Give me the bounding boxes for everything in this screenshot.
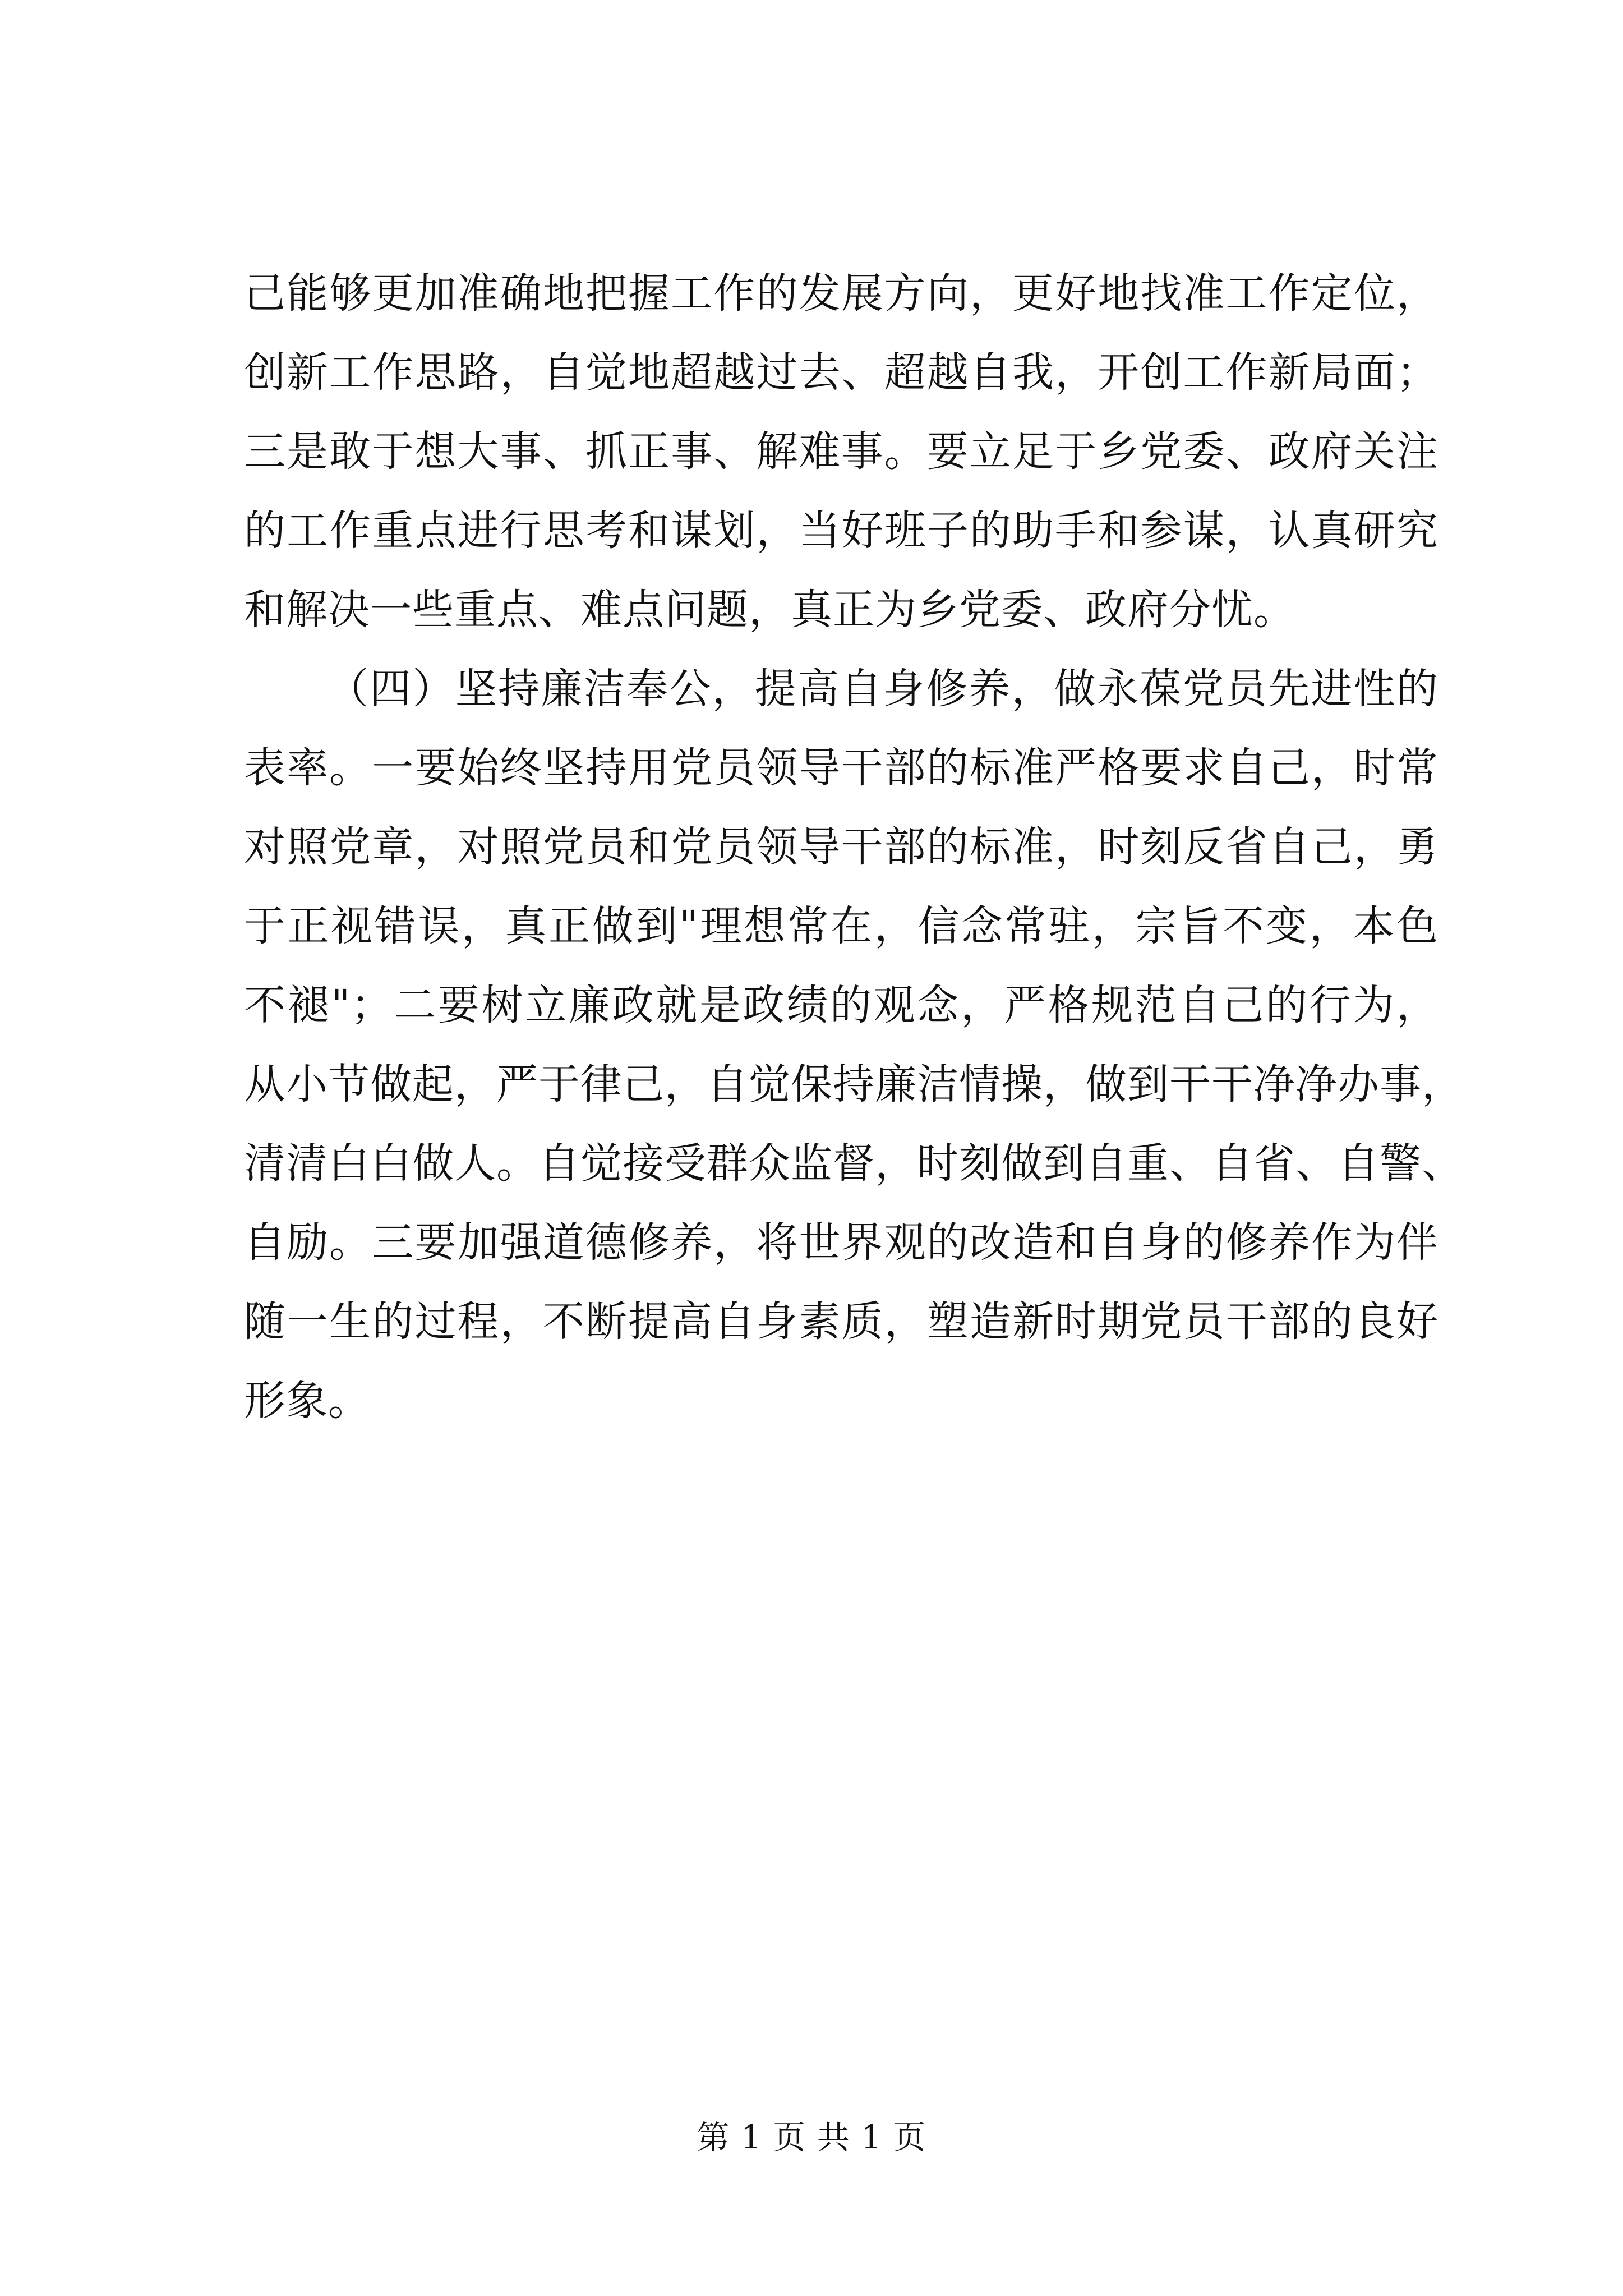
paragraph-1-line-1: 己能够更加准确地把握工作的发展方向，更好地找准工作定位， <box>244 269 1438 318</box>
paragraph-1-line-4: 的工作重点进行思考和谋划，当好班子的助手和参谋，认真研究 <box>244 507 1438 555</box>
paragraph-2-line-4: 于正视错误，真正做到"理想常在，信念常驻，宗旨不变，本色 <box>244 902 1438 950</box>
paragraph-2-line-5: 不褪"；二要树立廉政就是政绩的观念，严格规范自己的行为， <box>244 981 1438 1029</box>
paragraph-2-line-2: 表率。一要始终坚持用党员领导干部的标准严格要求自己，时常 <box>244 744 1438 792</box>
paragraph-2-line-10: 形象。 <box>244 1377 370 1425</box>
paragraph-2-line-8: 自励。三要加强道德修养，将世界观的改造和自身的修养作为伴 <box>244 1218 1438 1267</box>
paragraph-1-line-2: 创新工作思路，自觉地超越过去、超越自我，开创工作新局面； <box>244 348 1438 397</box>
paragraph-2-line-9: 随一生的过程，不断提高自身素质，塑造新时期党员干部的良好 <box>244 1297 1438 1346</box>
paragraph-1-line-3: 三是敢于想大事、抓正事、解难事。要立足于乡党委、政府关注 <box>244 427 1438 476</box>
paragraph-2-line-6: 从小节做起，严于律己，自觉保持廉洁情操，做到干干净净办事， <box>244 1060 1464 1108</box>
page-number-footer: 第 1 页 共 1 页 <box>697 2118 926 2156</box>
body-text <box>244 254 1464 1441</box>
paragraph-2-line-7: 清清白白做人。自觉接受群众监督，时刻做到自重、自省、自警、 <box>244 1139 1464 1188</box>
paragraph-2-line-1: （四）坚持廉洁奉公，提高自身修养，做永葆党员先进性的 <box>327 665 1438 713</box>
paragraph-1-line-5: 和解决一些重点、难点问题，真正为乡党委、政府分忧。 <box>244 586 1295 634</box>
paragraph-2-line-3: 对照党章，对照党员和党员领导干部的标准，时刻反省自己，勇 <box>244 823 1438 871</box>
